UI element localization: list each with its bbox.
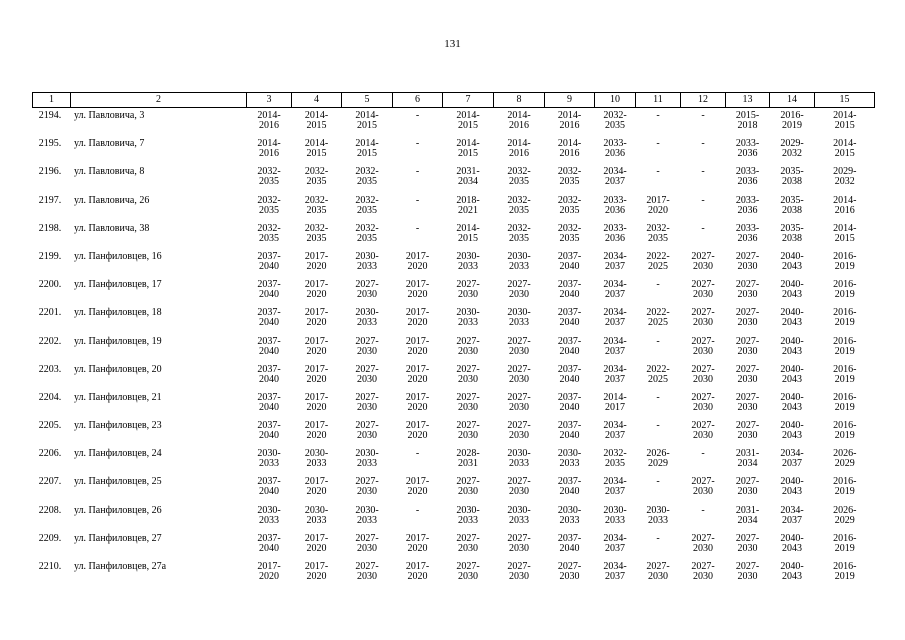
table-cell: 2032- 2035 — [557, 166, 582, 188]
row-number: 2194. — [38, 110, 62, 121]
table-cell: 2016- 2019 — [833, 532, 857, 554]
table-cell: - — [701, 110, 705, 121]
table-cell: - — [701, 504, 705, 516]
table-cell: 2017- 2020 — [405, 420, 430, 442]
table-cell: 2027- 2030 — [355, 391, 379, 413]
column-header: 2 — [71, 93, 247, 108]
column-header: 14 — [770, 93, 815, 108]
table-cell: 2027- 2030 — [456, 335, 480, 357]
table-cell: 2033- 2036 — [603, 194, 627, 216]
row-number: 2205. — [38, 420, 62, 432]
table-cell: 2017- 2020 — [405, 250, 430, 272]
table-cell: 2017- 2020 — [304, 476, 329, 498]
table-cell: 2022- 2025 — [646, 363, 670, 385]
table-cell: 2040- 2043 — [780, 250, 804, 272]
table-cell: 2014- 2016 — [557, 138, 582, 160]
row-number: 2210. — [38, 561, 62, 572]
table-cell: 2037- 2040 — [557, 532, 582, 554]
table-row — [33, 449, 875, 477]
row-address: ул. Панфиловцев, 27а — [74, 561, 167, 572]
table-cell: - — [701, 138, 705, 150]
row-number: 2204. — [38, 391, 62, 403]
table-cell: 2014- 2015 — [456, 222, 480, 244]
table-cell: 2030- 2033 — [456, 307, 480, 329]
table-cell: 2017- 2020 — [304, 561, 329, 582]
table-cell: 2030- 2033 — [355, 504, 379, 526]
table-cell: 2016- 2019 — [833, 476, 857, 498]
table-cell: 2033- 2036 — [735, 194, 760, 216]
table-cell: 2017- 2020 — [304, 532, 329, 554]
table-cell: 2032- 2035 — [557, 222, 582, 244]
row-number: 2208. — [38, 504, 62, 516]
table-cell: 2037- 2040 — [257, 420, 281, 442]
table-cell: 2017- 2020 — [646, 194, 670, 216]
table-row — [33, 196, 875, 224]
table-cell: 2027- 2030 — [691, 476, 715, 498]
table-cell: 2040- 2043 — [780, 532, 804, 554]
table-cell: 2027- 2030 — [456, 420, 480, 442]
table-cell: 2027- 2030 — [355, 335, 379, 357]
table-cell: 2030- 2033 — [304, 448, 329, 470]
table-cell: 2033- 2036 — [603, 222, 627, 244]
table-cell: 2040- 2043 — [780, 307, 804, 329]
column-header: 13 — [726, 93, 770, 108]
table-cell: 2037- 2040 — [257, 250, 281, 272]
row-number: 2196. — [38, 166, 62, 178]
table-cell: 2017- 2020 — [405, 391, 430, 413]
row-address: ул. Панфиловцев, 20 — [74, 363, 162, 375]
table-cell: 2034- 2037 — [603, 166, 627, 188]
row-number: 2195. — [38, 138, 62, 150]
table-cell: 2016- 2019 — [833, 279, 857, 301]
table-row — [33, 365, 875, 393]
table-cell: 2032- 2035 — [304, 194, 329, 216]
table-row — [33, 139, 875, 167]
table-cell: 2034- 2037 — [603, 363, 627, 385]
table-cell: 2017- 2020 — [405, 335, 430, 357]
column-header: 15 — [815, 93, 875, 108]
row-number: 2200. — [38, 279, 62, 291]
table-cell: 2027- 2030 — [507, 335, 531, 357]
table-cell: 2034- 2037 — [603, 279, 627, 301]
table-cell: 2027- 2030 — [691, 335, 715, 357]
table-cell: 2030- 2033 — [507, 307, 531, 329]
row-address: ул. Панфиловцев, 26 — [74, 504, 162, 516]
table-cell: 2037- 2040 — [557, 250, 582, 272]
table-cell: 2034- 2037 — [780, 448, 804, 470]
table-cell: - — [415, 138, 420, 150]
row-address: ул. Павловича, 7 — [74, 138, 145, 150]
table-cell: 2030- 2033 — [557, 504, 582, 526]
row-address: ул. Панфиловцев, 21 — [74, 391, 162, 403]
column-header: 12 — [681, 93, 726, 108]
row-address: ул. Панфиловцев, 16 — [74, 250, 162, 262]
table-cell: 2032- 2035 — [257, 222, 281, 244]
table-row — [33, 167, 875, 195]
table-cell: 2017- 2020 — [257, 561, 281, 582]
row-address: ул. Панфиловцев, 17 — [74, 279, 162, 291]
table-cell: 2029- 2032 — [833, 166, 857, 188]
table-cell: 2017- 2020 — [304, 250, 329, 272]
table-cell: 2016- 2019 — [780, 110, 804, 131]
table-cell: 2030- 2033 — [456, 504, 480, 526]
table-cell: - — [701, 222, 705, 234]
table-cell: 2032- 2035 — [646, 222, 670, 244]
table-cell: 2027- 2030 — [456, 532, 480, 554]
table-cell: 2017- 2020 — [304, 279, 329, 301]
table-cell: 2016- 2019 — [833, 307, 857, 329]
table-cell: - — [656, 391, 660, 403]
table-cell: 2027- 2030 — [735, 391, 760, 413]
table-cell: 2030- 2033 — [557, 448, 582, 470]
table-cell: 2032- 2035 — [355, 194, 379, 216]
schedule-table — [32, 92, 875, 590]
table-cell: 2034- 2037 — [603, 420, 627, 442]
table-cell: 2034- 2037 — [603, 335, 627, 357]
table-cell: 2031- 2034 — [735, 448, 760, 470]
table-cell: 2027- 2030 — [735, 363, 760, 385]
table-cell: - — [415, 504, 420, 516]
table-cell: - — [656, 420, 660, 432]
table-cell: 2029- 2032 — [780, 138, 804, 160]
table-cell: 2037- 2040 — [257, 335, 281, 357]
table-cell: 2015- 2018 — [735, 110, 760, 131]
table-cell: 2034- 2037 — [780, 504, 804, 526]
table-cell: 2027- 2030 — [507, 363, 531, 385]
table-cell: 2016- 2019 — [833, 420, 857, 442]
table-row — [33, 393, 875, 421]
table-cell: 2014- 2015 — [304, 110, 329, 131]
table-cell: 2014- 2016 — [257, 138, 281, 160]
table-row — [33, 280, 875, 308]
table-cell: 2027- 2030 — [735, 476, 760, 498]
table-cell: 2027- 2030 — [456, 391, 480, 413]
table-cell: 2030- 2033 — [646, 504, 670, 526]
column-header: 10 — [595, 93, 636, 108]
table-cell: 2016- 2019 — [833, 363, 857, 385]
table-cell: 2026- 2029 — [646, 448, 670, 470]
table-cell: 2040- 2043 — [780, 420, 804, 442]
table-cell: 2028- 2031 — [456, 448, 480, 470]
table-cell: - — [656, 138, 660, 150]
table-cell: - — [415, 194, 420, 206]
table-cell: 2016- 2019 — [833, 250, 857, 272]
table-cell: 2034- 2037 — [603, 476, 627, 498]
table-cell: 2033- 2036 — [735, 138, 760, 160]
table-cell: - — [701, 166, 705, 178]
column-header: 9 — [545, 93, 595, 108]
column-header: 1 — [33, 93, 71, 108]
table-cell: 2037- 2040 — [557, 420, 582, 442]
table-cell: 2027- 2030 — [691, 561, 715, 582]
table-cell: - — [656, 166, 660, 178]
table-row — [33, 108, 875, 140]
table-row — [33, 252, 875, 280]
table-cell: 2034- 2037 — [603, 532, 627, 554]
table-cell: 2014- 2015 — [833, 110, 857, 131]
table-cell: 2030- 2033 — [507, 250, 531, 272]
table-cell: 2014- 2015 — [833, 222, 857, 244]
table-cell: 2030- 2033 — [355, 448, 379, 470]
table-cell: 2017- 2020 — [304, 363, 329, 385]
table-row — [33, 506, 875, 534]
table-cell: - — [656, 532, 660, 544]
table-cell: 2027- 2030 — [507, 420, 531, 442]
table-cell: 2030- 2033 — [355, 307, 379, 329]
table-cell: 2014- 2015 — [355, 138, 379, 160]
table-cell: 2032- 2035 — [355, 166, 379, 188]
table-cell: 2040- 2043 — [780, 561, 804, 582]
row-address: ул. Панфиловцев, 19 — [74, 335, 162, 347]
table-cell: 2022- 2025 — [646, 250, 670, 272]
table-cell: 2027- 2030 — [507, 561, 531, 582]
table-cell: 2037- 2040 — [557, 391, 582, 413]
table-row — [33, 562, 875, 590]
table-cell: 2027- 2030 — [735, 279, 760, 301]
row-number: 2209. — [38, 532, 62, 544]
table-cell: 2014- 2015 — [355, 110, 379, 131]
table-cell: 2034- 2037 — [603, 250, 627, 272]
table-cell: 2032- 2035 — [355, 222, 379, 244]
table-cell: 2032- 2035 — [603, 448, 627, 470]
table-cell: 2027- 2030 — [355, 279, 379, 301]
table-cell: 2037- 2040 — [257, 307, 281, 329]
row-number: 2203. — [38, 363, 62, 375]
table-body — [33, 108, 875, 591]
table-row — [33, 477, 875, 505]
table-cell: - — [656, 110, 660, 121]
table-cell: 2027- 2030 — [735, 335, 760, 357]
table-cell: 2030- 2033 — [355, 250, 379, 272]
table-cell: 2014- 2016 — [257, 110, 281, 131]
table-cell: 2027- 2030 — [735, 250, 760, 272]
table-cell: 2032- 2035 — [257, 194, 281, 216]
table-cell: 2032- 2035 — [304, 222, 329, 244]
table-cell: 2027- 2030 — [355, 363, 379, 385]
table-cell: 2026- 2029 — [833, 448, 857, 470]
table-cell: 2027- 2030 — [691, 250, 715, 272]
row-number: 2199. — [38, 250, 62, 262]
table-cell: 2032- 2035 — [507, 222, 531, 244]
table-cell: - — [415, 448, 420, 460]
table-row — [33, 224, 875, 252]
table-cell: 2035- 2038 — [780, 222, 804, 244]
table-cell: 2027- 2030 — [646, 561, 670, 582]
table-cell: 2030- 2033 — [257, 504, 281, 526]
page-number: 131 — [444, 38, 461, 50]
table-cell: - — [656, 279, 660, 291]
table-cell: 2032- 2035 — [507, 166, 531, 188]
table-cell: 2014- 2015 — [833, 138, 857, 160]
table-cell: 2027- 2030 — [507, 476, 531, 498]
table-cell: 2037- 2040 — [257, 476, 281, 498]
row-address: ул. Павловича, 38 — [74, 222, 150, 234]
table-cell: 2035- 2038 — [780, 166, 804, 188]
table-row — [33, 308, 875, 336]
row-number: 2207. — [38, 476, 62, 488]
table-cell: 2037- 2040 — [557, 279, 582, 301]
table-cell: - — [656, 476, 660, 488]
table-cell: 2017- 2020 — [405, 279, 430, 301]
table-cell: 2027- 2030 — [691, 279, 715, 301]
column-header: 11 — [636, 93, 681, 108]
table-cell: 2017- 2020 — [405, 363, 430, 385]
table-cell: 2014- 2016 — [507, 138, 531, 160]
table-cell: 2030- 2033 — [456, 250, 480, 272]
table-cell: - — [701, 448, 705, 460]
table-cell: 2016- 2019 — [833, 561, 857, 582]
table-cell: 2032- 2035 — [257, 166, 281, 188]
row-address: ул. Панфиловцев, 24 — [74, 448, 162, 460]
table-cell: 2027- 2030 — [557, 561, 582, 582]
table-cell: 2037- 2040 — [257, 363, 281, 385]
table-cell: 2027- 2030 — [355, 532, 379, 554]
table-cell: 2037- 2040 — [557, 335, 582, 357]
column-header: 7 — [443, 93, 494, 108]
table-cell: 2022- 2025 — [646, 307, 670, 329]
table-cell: 2027- 2030 — [355, 420, 379, 442]
table-cell: 2031- 2034 — [456, 166, 480, 188]
row-number: 2197. — [38, 194, 62, 206]
table-cell: 2017- 2020 — [304, 420, 329, 442]
table-cell: 2027- 2030 — [691, 420, 715, 442]
table-cell: 2027- 2030 — [507, 391, 531, 413]
table-cell: 2027- 2030 — [456, 476, 480, 498]
table-cell: 2037- 2040 — [557, 307, 582, 329]
table-cell: 2014- 2015 — [304, 138, 329, 160]
table-cell: - — [415, 110, 420, 121]
table-cell: 2014- 2015 — [456, 110, 480, 131]
table-cell: 2016- 2019 — [833, 391, 857, 413]
table-cell: 2017- 2020 — [304, 391, 329, 413]
column-header: 3 — [247, 93, 292, 108]
table-cell: 2040- 2043 — [780, 476, 804, 498]
table-cell: 2027- 2030 — [507, 279, 531, 301]
table-cell: 2017- 2020 — [405, 532, 430, 554]
table-cell: 2037- 2040 — [257, 279, 281, 301]
table-cell: 2014- 2015 — [456, 138, 480, 160]
table-cell: 2030- 2033 — [603, 504, 627, 526]
table-cell: 2027- 2030 — [691, 532, 715, 554]
table-cell: 2027- 2030 — [456, 279, 480, 301]
table-cell: 2026- 2029 — [833, 504, 857, 526]
table-cell: 2017- 2020 — [304, 307, 329, 329]
table-cell: 2031- 2034 — [735, 504, 760, 526]
table-row — [33, 534, 875, 562]
table-cell: 2018- 2021 — [456, 194, 480, 216]
table-cell: 2017- 2020 — [304, 335, 329, 357]
table-cell: 2014- 2016 — [557, 110, 582, 131]
table-row — [33, 337, 875, 365]
table-cell: 2030- 2033 — [507, 448, 531, 470]
table-cell: 2027- 2030 — [456, 561, 480, 582]
table-cell: 2040- 2043 — [780, 279, 804, 301]
table-cell: 2027- 2030 — [735, 420, 760, 442]
row-address: ул. Павловича, 3 — [74, 110, 145, 121]
table-cell: 2040- 2043 — [780, 363, 804, 385]
table-cell: 2027- 2030 — [355, 476, 379, 498]
table-row — [33, 421, 875, 449]
table-cell: 2032- 2035 — [304, 166, 329, 188]
row-address: ул. Панфиловцев, 25 — [74, 476, 162, 488]
row-address: ул. Павловича, 26 — [74, 194, 150, 206]
table-cell: 2027- 2030 — [691, 391, 715, 413]
table-header-row — [33, 93, 875, 108]
table-cell: - — [415, 166, 420, 178]
table-cell: 2032- 2035 — [507, 194, 531, 216]
row-number: 2202. — [38, 335, 62, 347]
table-cell: 2030- 2033 — [257, 448, 281, 470]
table-cell: 2027- 2030 — [456, 363, 480, 385]
table-cell: 2030- 2033 — [507, 504, 531, 526]
table-cell: 2027- 2030 — [507, 532, 531, 554]
row-address: ул. Панфиловцев, 23 — [74, 420, 162, 432]
table-cell: 2014- 2016 — [833, 194, 857, 216]
table-cell: 2017- 2020 — [405, 561, 430, 582]
table-cell: 2027- 2030 — [735, 532, 760, 554]
table-cell: - — [415, 222, 420, 234]
table-cell: 2040- 2043 — [780, 391, 804, 413]
table-cell: 2027- 2030 — [355, 561, 379, 582]
table-cell: 2037- 2040 — [557, 476, 582, 498]
column-header: 6 — [393, 93, 443, 108]
table-cell: 2027- 2030 — [735, 307, 760, 329]
column-header: 4 — [292, 93, 342, 108]
row-address: ул. Панфиловцев, 18 — [74, 307, 162, 319]
table-cell: 2032- 2035 — [603, 110, 627, 131]
table-cell: 2037- 2040 — [257, 391, 281, 413]
table-cell: 2027- 2030 — [735, 561, 760, 582]
table-cell: 2014- 2016 — [507, 110, 531, 131]
table-cell: 2014- 2017 — [603, 391, 627, 413]
table-cell: - — [701, 194, 705, 206]
table-cell: 2027- 2030 — [691, 363, 715, 385]
row-address: ул. Павловича, 8 — [74, 166, 145, 178]
table-cell: 2017- 2020 — [405, 476, 430, 498]
table-cell: 2035- 2038 — [780, 194, 804, 216]
row-number: 2206. — [38, 448, 62, 460]
row-number: 2201. — [38, 307, 62, 319]
table-cell: 2027- 2030 — [691, 307, 715, 329]
row-number: 2198. — [38, 222, 62, 234]
table-cell: 2032- 2035 — [557, 194, 582, 216]
table-cell: 2037- 2040 — [257, 532, 281, 554]
table-cell: - — [656, 335, 660, 347]
table-cell: 2033- 2036 — [735, 166, 760, 188]
table-cell: 2030- 2033 — [304, 504, 329, 526]
table-cell: 2040- 2043 — [780, 335, 804, 357]
column-header: 8 — [494, 93, 545, 108]
table-cell: 2034- 2037 — [603, 307, 627, 329]
table-cell: 2037- 2040 — [557, 363, 582, 385]
column-header: 5 — [342, 93, 393, 108]
table-cell: 2034- 2037 — [603, 561, 627, 582]
row-address: ул. Панфиловцев, 27 — [74, 532, 162, 544]
table-cell: 2017- 2020 — [405, 307, 430, 329]
table-cell: 2033- 2036 — [735, 222, 760, 244]
table-cell: 2016- 2019 — [833, 335, 857, 357]
table-cell: 2033- 2036 — [603, 138, 627, 160]
